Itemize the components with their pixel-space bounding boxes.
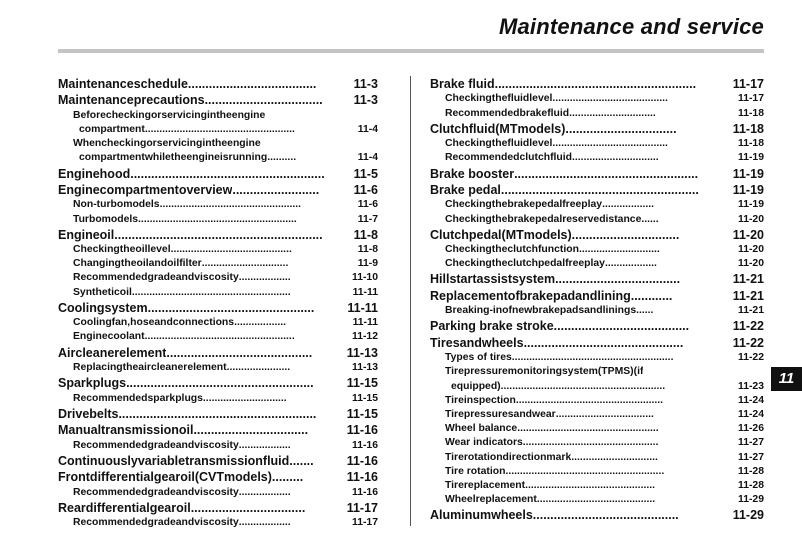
toc-subentry[interactable]	[430, 304, 764, 318]
toc-entry[interactable]	[58, 453, 378, 469]
toc-entry[interactable]	[58, 500, 378, 516]
toc-page-number: 11-21	[732, 272, 764, 287]
toc-entry-title: Beforecheckingorservicingintheengine	[73, 109, 266, 121]
toc-page-number: 11-11	[352, 317, 378, 329]
toc-leader-dots: .............................................	[525, 479, 656, 491]
toc-page-number: 11-22	[732, 335, 764, 350]
toc-entry-title: Coolingfan,hoseandconnections	[73, 317, 235, 329]
toc-page-number: 11-19	[732, 166, 764, 181]
toc-entry-title: Reardifferentialgearoil	[58, 500, 191, 515]
toc-entry-title: Maintenanceprecautions	[58, 93, 205, 108]
toc-leader-dots: ..........................................	[166, 345, 313, 360]
toc-page-number: 11-12	[351, 331, 378, 343]
toc-subentry[interactable]	[58, 330, 378, 344]
toc-leader-dots: ..............................	[571, 451, 658, 463]
toc-entry-title: Recommendedsparkplugs	[73, 392, 203, 404]
toc-entry-title: Brake fluid	[430, 77, 495, 91]
toc-entry-title: Non-turbomodels	[73, 199, 160, 211]
toc-leader-dots: ........................................	[552, 138, 668, 150]
toc-subentry[interactable]	[430, 451, 764, 465]
toc-leader-dots: .....................................................	[514, 166, 699, 181]
toc-page-number: 11-4	[357, 123, 378, 135]
toc-entry-title: Turbomodels	[73, 213, 139, 225]
toc-leader-dots: ............	[630, 288, 673, 303]
toc-entry-title: Tire rotation	[445, 465, 506, 477]
toc-leader-dots: ..................................	[204, 93, 323, 108]
toc-subentry[interactable]	[58, 361, 378, 375]
toc-leader-dots: ................................	[565, 121, 677, 136]
toc-subentry[interactable]	[430, 137, 764, 151]
toc-entry[interactable]	[58, 469, 378, 485]
toc-entry[interactable]	[430, 507, 764, 523]
toc-entry-title: Changingtheoilandoilfilter	[73, 258, 202, 270]
toc-subentry[interactable]	[430, 213, 764, 227]
toc-subentry[interactable]	[58, 151, 378, 165]
toc-subentry[interactable]	[430, 394, 764, 408]
toc-page-number: 11-16	[351, 486, 378, 498]
toc-leader-dots: ..................	[234, 317, 287, 329]
title-underline	[58, 49, 764, 53]
toc-entry-title: Recommendedclutchfluid	[445, 152, 573, 164]
toc-entry-title: Aircleanerelement	[58, 345, 167, 360]
toc-page-number: 11-11	[347, 300, 378, 315]
toc-page-number: 11-3	[353, 93, 378, 108]
toc-entry-title: Enginecoolant	[73, 331, 145, 343]
toc-subentry[interactable]	[430, 151, 764, 165]
toc-entry-title: Drivebelts	[58, 406, 119, 421]
toc-entry-title: Sparkplugs	[58, 376, 127, 391]
toc-entry-title: Brake booster	[430, 166, 515, 181]
toc-subentry[interactable]	[430, 380, 764, 394]
toc-entry-title: Checkingthebrakepedalreservedistance	[445, 213, 642, 225]
toc-leader-dots: ..........	[267, 152, 297, 164]
toc-page-number: 11-28	[737, 465, 764, 477]
toc-entry[interactable]	[430, 166, 764, 182]
toc-entry[interactable]	[58, 300, 378, 316]
toc-page-number: 11-16	[346, 453, 378, 468]
toc-leader-dots: ....................................	[555, 272, 681, 287]
toc-page-number: 11-17	[737, 93, 764, 105]
toc-page-number: 11-29	[737, 494, 764, 506]
toc-subentry[interactable]	[430, 493, 764, 507]
toc-entry-title: Checkingthebrakepedalfreeplay	[445, 199, 603, 211]
toc-page-number: 11-18	[732, 121, 764, 136]
toc-leader-dots: .........................................................	[500, 380, 666, 392]
toc-entry-title: Enginecompartmentoverview	[58, 182, 233, 197]
toc-entry[interactable]	[430, 318, 764, 334]
toc-page-number: 11-13	[351, 361, 378, 373]
toc-page-number: 11-8	[353, 227, 378, 242]
toc-leader-dots: ......	[641, 213, 659, 225]
toc-page-number: 11-27	[737, 451, 764, 463]
toc-leader-dots: ..................	[604, 258, 657, 270]
toc-entry-title: Hillstartassistsystem	[430, 272, 556, 287]
toc-entry-title: Clutchfluid(MTmodels)	[430, 121, 566, 136]
toc-entry[interactable]	[58, 375, 378, 391]
toc-leader-dots: ..............................................	[523, 335, 684, 350]
toc-subentry[interactable]	[58, 243, 378, 257]
toc-entry-title: Checkingthefluidlevel	[445, 93, 553, 105]
toc-leader-dots: ...............................................	[522, 437, 659, 449]
toc-entry-title: Tireinspection	[445, 394, 516, 406]
toc-subentry[interactable]	[58, 486, 378, 500]
toc-subentry[interactable]	[58, 392, 378, 406]
toc-entry-title: Tirereplacement	[445, 479, 526, 491]
toc-page-number: 11-16	[351, 439, 378, 451]
toc-page-number: 11-21	[737, 305, 764, 317]
toc-page-number: 11-19	[737, 199, 764, 211]
toc-leader-dots: ........................................	[552, 93, 668, 105]
toc-leader-dots: ..........................................	[170, 244, 292, 256]
toc-page-number: 11-17	[346, 500, 378, 515]
toc-leader-dots: ....................................................	[144, 123, 295, 135]
toc-entry-title: Brake pedal	[430, 182, 501, 197]
toc-subentry[interactable]	[58, 439, 378, 453]
toc-page-number: 11-15	[346, 406, 378, 421]
toc-leader-dots: ........................................................	[511, 352, 674, 364]
toc-subentry[interactable]	[430, 422, 764, 436]
toc-subentry[interactable]	[58, 316, 378, 330]
toc-leader-dots: ..........................................................	[494, 77, 697, 91]
toc-page-number: 11-16	[346, 423, 378, 438]
toc-entry-title: Tirepressuremonitoringsystem(TPMS)(if	[445, 366, 644, 378]
toc-subentry[interactable]	[430, 92, 764, 106]
toc-entry-title: Parking brake stroke	[430, 319, 554, 334]
toc-leader-dots: ......................................................	[126, 376, 314, 391]
toc-leader-dots: .................................................	[517, 423, 659, 435]
toc-page-number: 11-20	[737, 213, 764, 225]
toc-entry-title: Whencheckingorservicingintheengine	[73, 138, 261, 150]
toc-page-number: 11-29	[732, 508, 764, 523]
toc-subentry[interactable]	[430, 198, 764, 212]
toc-subentry[interactable]	[430, 107, 764, 121]
toc-entry-title: Syntheticoil	[73, 286, 132, 298]
toc-leader-dots: .......	[289, 453, 314, 468]
toc-leader-dots: ...............................	[571, 227, 680, 242]
toc-leader-dots: ..................................	[555, 408, 654, 420]
toc-leader-dots: ............................................................	[114, 227, 323, 242]
toc-entry-title: Types of tires	[445, 352, 512, 364]
toc-entry[interactable]	[58, 345, 378, 361]
toc-entry-title: Checkingtheclutchpedalfreeplay	[445, 258, 605, 270]
toc-right-column	[430, 76, 764, 524]
toc-leader-dots: ..........................................	[532, 508, 679, 523]
toc-leader-dots: .......................................	[553, 319, 690, 334]
toc-entry-title: Breaking-inofnewbrakepadsandlinings	[445, 305, 637, 317]
toc-leader-dots: ...................................................	[515, 394, 664, 406]
toc-entry-title: equipped)	[451, 380, 501, 392]
toc-entry-title: Wear indicators	[445, 437, 523, 449]
toc-entry[interactable]	[430, 121, 764, 137]
toc-page-number: 11-22	[737, 352, 764, 364]
toc-subentry[interactable]	[430, 365, 764, 379]
toc-leader-dots: ..............................	[201, 258, 289, 270]
toc-page-number: 11-23	[737, 380, 764, 392]
toc-subentry[interactable]	[430, 408, 764, 422]
toc-entry-title: Enginehood	[58, 166, 131, 181]
toc-entry-title: compartment	[79, 123, 145, 135]
toc-leader-dots: ....................................................	[144, 331, 295, 343]
toc-page-number: 11-8	[357, 244, 378, 256]
toc-entry[interactable]	[58, 76, 378, 92]
toc-leader-dots: ........................................................	[130, 166, 325, 181]
toc-page-number: 11-22	[732, 319, 764, 334]
toc-entry[interactable]	[58, 422, 378, 438]
toc-subentry[interactable]	[58, 271, 378, 285]
toc-page-number: 11-28	[737, 479, 764, 491]
toc-page-number: 11-6	[353, 182, 378, 197]
toc-entry-title: Recommendedgradeandviscosity	[73, 439, 239, 451]
toc-subentry[interactable]	[58, 123, 378, 137]
toc-left-column	[58, 76, 378, 530]
toc-page-number: 11-11	[352, 286, 378, 298]
toc-entry[interactable]	[430, 335, 764, 351]
toc-entry-title: Clutchpedal(MTmodels)	[430, 227, 572, 242]
toc-leader-dots: .........................................................	[500, 182, 699, 197]
toc-entry-title: Checkingthefluidlevel	[445, 138, 553, 150]
toc-page-number: 11-24	[737, 408, 764, 420]
toc-entry-title: Coolingsystem	[58, 300, 148, 315]
toc-entry-title: Tiresandwheels	[430, 335, 524, 350]
toc-page-number: 11-20	[737, 244, 764, 256]
toc-leader-dots: ..............................	[569, 107, 656, 119]
toc-entry-title: Recommendedbrakefluid	[445, 107, 570, 119]
toc-leader-dots: ............................	[578, 244, 660, 256]
toc-leader-dots: .....................................	[187, 77, 317, 91]
toc-entry[interactable]	[58, 182, 378, 198]
toc-leader-dots: .......................................................	[505, 465, 665, 477]
page-title: Maintenance and service	[498, 14, 764, 39]
toc-subentry[interactable]	[430, 243, 764, 257]
toc-subentry[interactable]	[58, 137, 378, 151]
toc-subentry[interactable]	[58, 257, 378, 271]
toc-leader-dots: .......................................................	[138, 213, 297, 225]
toc-subentry[interactable]	[430, 465, 764, 479]
toc-leader-dots: ..................	[238, 486, 291, 498]
toc-leader-dots: .........................................................	[118, 406, 317, 421]
toc-leader-dots: ......	[636, 305, 654, 317]
toc-leader-dots: ......................	[226, 361, 291, 373]
toc-page-number: 11-20	[732, 227, 764, 242]
toc-entry-title: Engineoil	[58, 227, 115, 242]
toc-page-number: 11-17	[351, 517, 378, 529]
toc-leader-dots: ..............................	[572, 152, 659, 164]
toc-page-number: 11-6	[357, 199, 378, 211]
toc-entry-title: Aluminumwheels	[430, 508, 533, 523]
toc-page-number: 11-15	[351, 392, 378, 404]
toc-subentry[interactable]	[58, 516, 378, 530]
toc-page-number: 11-21	[732, 288, 764, 303]
toc-subentry[interactable]	[58, 198, 378, 212]
toc-subentry[interactable]	[58, 109, 378, 123]
toc-entry-title: Recommendedgradeandviscosity	[73, 517, 239, 529]
toc-entry-title: compartmentwhiletheengineisrunning	[79, 152, 268, 164]
toc-entry[interactable]	[430, 271, 764, 287]
toc-leader-dots: .............................	[202, 392, 287, 404]
toc-leader-dots: ..................	[238, 517, 291, 529]
toc-page-number: 11-24	[737, 394, 764, 406]
toc-page-number: 11-10	[351, 272, 378, 284]
toc-leader-dots: ..................	[238, 439, 291, 451]
toc-subentry[interactable]	[430, 479, 764, 493]
toc-entry[interactable]	[58, 166, 378, 182]
toc-entry[interactable]	[430, 288, 764, 304]
toc-page-number: 11-16	[346, 470, 378, 485]
toc-entry-title: Replacementofbrakepadandlining	[430, 288, 631, 303]
toc-leader-dots: .........................................	[536, 494, 656, 506]
toc-entry[interactable]	[430, 76, 764, 92]
toc-page-number: 11-3	[353, 77, 378, 91]
toc-entry-title: Frontdifferentialgearoil(CVTmodels)	[58, 470, 272, 485]
toc-page-number: 11-15	[346, 376, 378, 391]
toc-page-number: 11-13	[346, 345, 378, 360]
toc-page-number: 11-17	[732, 77, 764, 91]
toc-page-number: 11-19	[737, 152, 764, 164]
toc-page-number: 11-5	[353, 166, 378, 181]
toc-leader-dots: .......................................................	[131, 286, 291, 298]
toc-leader-dots: .........	[271, 470, 304, 485]
toc-subentry[interactable]	[430, 351, 764, 365]
toc-entry[interactable]	[58, 406, 378, 422]
toc-entry-title: Wheel balance	[445, 423, 518, 435]
toc-page-number: 11-26	[737, 423, 764, 435]
toc-entry-title: Continuouslyvariabletransmissionfluid	[58, 453, 290, 468]
toc-leader-dots: .................................	[193, 423, 309, 438]
toc-entry[interactable]	[58, 92, 378, 108]
toc-leader-dots: .........................	[232, 182, 320, 197]
toc-entry-title: Replacingtheaircleanerelement	[73, 361, 227, 373]
toc-leader-dots: ................................................	[147, 300, 315, 315]
column-divider	[410, 76, 411, 526]
toc-entry-title: Checkingtheclutchfunction	[445, 244, 579, 256]
toc-entry-title: Tirerotationdirectionmark	[445, 451, 572, 463]
toc-entry-title: Tirepressuresandwear	[445, 408, 556, 420]
toc-entry-title: Recommendedgradeandviscosity	[73, 486, 239, 498]
toc-subentry[interactable]	[58, 213, 378, 227]
toc-entry-title: Recommendedgradeandviscosity	[73, 272, 239, 284]
toc-leader-dots: ..................	[238, 272, 291, 284]
toc-subentry[interactable]	[58, 286, 378, 300]
toc-page-number: 11-18	[737, 138, 764, 150]
toc-entry-title: Wheelreplacement	[445, 494, 537, 506]
toc-entry[interactable]	[430, 182, 764, 198]
toc-page-number: 11-27	[737, 437, 764, 449]
toc-subentry[interactable]	[430, 436, 764, 450]
toc-entry[interactable]	[58, 227, 378, 243]
toc-entry-title: Checkingtheoillevel	[73, 244, 171, 256]
toc-leader-dots: ..................	[602, 199, 655, 211]
toc-entry[interactable]	[430, 227, 764, 243]
chapter-tab[interactable]: 11	[771, 367, 802, 391]
toc-page-number: 11-19	[732, 182, 764, 197]
toc-leader-dots: .................................	[190, 500, 306, 515]
toc-page-number: 11-20	[737, 258, 764, 270]
toc-entry-title: Manualtransmissionoil	[58, 423, 194, 438]
toc-subentry[interactable]	[430, 257, 764, 271]
toc-entry-title: Maintenanceschedule	[58, 77, 188, 91]
toc-leader-dots: .................................................	[159, 199, 302, 211]
toc-page-number: 11-4	[357, 152, 378, 164]
toc-page-number: 11-18	[737, 107, 764, 119]
toc-page-number: 11-9	[357, 258, 378, 270]
toc-page-number: 11-7	[357, 213, 378, 225]
